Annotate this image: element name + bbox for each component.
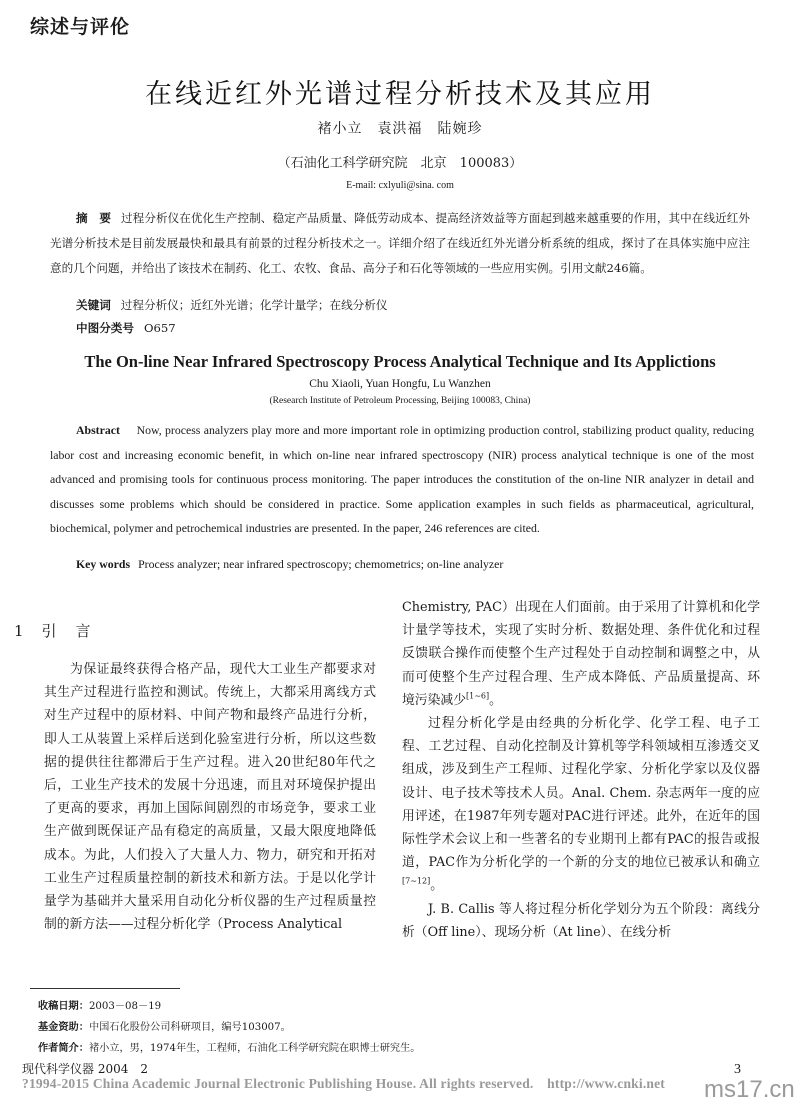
citation-ref: [1~6] [465, 691, 490, 701]
abstract-cn [50, 206, 750, 281]
authors-cn: 褚小立 袁洪福 陆婉珍 [317, 121, 483, 137]
keywords-cn-text: 过程分析仪；近红外光谱；化学计量学；在线分析仪 [120, 298, 388, 312]
footnote-divider [30, 988, 180, 989]
author-email[interactable]: E-mail: cxlyuli@sina. com [346, 180, 454, 191]
keywords-en-text: Process analyzer; near infrared spectroscopy; chemometrics; on-line analyzer [138, 557, 504, 571]
paper-title-en: The On-line Near Infrared Spectroscopy Process Analytical Technique and Its Applictions [84, 352, 716, 371]
classification-cn-text: O657 [143, 321, 176, 335]
abstract-cn-text: 过程分析仪在优化生产控制、稳定产品质量、降低劳动成本、提高经济效益等方面起到越来越重要的作用，其中在线近红外光谱分析技术是目前发展最快和最具有前景的过程分析技术之一。详细介绍了在线近红外光谱分析系统的组成，探讨了在具体实施中应注意的几个问题，并给出了该技术在制药、化工、农牧、食品、高分子和石化等领域的一些应用实例。引用文献246篇。 [50, 211, 750, 275]
abstract-en [50, 418, 754, 541]
citation-ref: [7~12] [402, 877, 431, 887]
body-column-left [44, 658, 376, 936]
paragraph-text: Chemistry, PAC）出现在人们面前。由于采用了计算机和化学计量学等技术，实现了实时分析、数据处理、条件优化和过程反馈联合操作而使整个生产过程处于自动控制和调整之中，从而可使整个生产过程合理、生产成本降低、产品质量提高、环境污染减少 [402, 600, 760, 708]
body-paragraph: J. B. Callis 等人将过程分析化学划分为五个阶段：离线分析（Off line）、现场分析（At line）、在线分析 [402, 901, 760, 940]
paper-title-cn: 在线近红外光谱过程分析技术及其应用 [145, 79, 655, 110]
abstract-cn-label: 摘 要 [76, 211, 112, 225]
section-title: 引 言 [41, 622, 93, 640]
section-tag: 综述与评伦 [30, 16, 131, 38]
authors-en: Chu Xiaoli, Yuan Hongfu, Lu Wanzhen [309, 378, 491, 390]
abstract-en-label: Abstract [76, 423, 120, 437]
classification-cn [76, 320, 176, 336]
footnote-received: 收稿日期：2003－08－19 [38, 1000, 162, 1012]
watermark: ms17.cn [704, 1076, 795, 1103]
body-paragraph [402, 596, 760, 712]
journal-footer: 现代科学仪器 2004 2 [22, 1062, 148, 1076]
footnote-fund: 基金资助：中国石化股份公司科研项目，编号103007。 [38, 1021, 291, 1033]
keywords-cn-label: 关键词 [76, 298, 111, 312]
copyright-line: ?1994-2015 China Academic Journal Electronic Publishing House. All rights reserved. http://www.cnki.net [22, 1076, 665, 1091]
footnotes [38, 996, 421, 1059]
footnote-author: 作者简介：褚小立，男，1974年生，工程师，石油化工科学研究院在职博士研究生。 [38, 1042, 421, 1054]
affiliation-cn: （石油化工科学研究院 北京 100083） [277, 156, 523, 171]
body-paragraph: 为保证最终获得合格产品，现代大工业生产都要求对其生产过程进行监控和测试。传统上，大都采用离线方式对生产过程中的原材料、中间产物和最终产品进行分析，即人工从装置上采样后送到化验室进行分析，所以这些数据的提供往往都滞后于生产过程。进入20世纪80年代之后，工业生产技术的发展十分迅速，而且对环境保护提出了更高的要求，再加上国际间剧烈的市场竞争，要求工业生产做到既保证产品有稳定的高质量，又最大限度地降低成本。为此，人们投入了大量人力、物力，研究和开拓对工业生产过程质量控制的新技术和新方法。于是以化学计量学为基础并大量采用自动化分析仪器的生产过程质量控制的新方法——过程分析化学（Process Analytical [44, 662, 376, 933]
page-number: 3 [734, 1062, 741, 1077]
section-heading [14, 620, 109, 641]
paragraph-text: 过程分析化学是由经典的分析化学、化学工程、电子工程、工艺过程、自动化控制及计算机等学科领域相互渗透交叉组成，涉及到生产工程师、过程化学家、分析化学家以及仪器设计、电子技术等技术人员。Anal. Chem. 杂志两年一度的应用评述，在1987年列专题对PAC进行评述。此外，在近年的国际性学术会议上和一些著名的专业期刊上都有PAC的报告或报道，PAC作为分析化学的一个新的分支的地位已被承认和确立 [402, 716, 760, 871]
section-number: 1 [14, 622, 26, 640]
classification-cn-label: 中图分类号 [76, 321, 134, 335]
keywords-en-label: Key words [76, 557, 131, 571]
body-paragraph [402, 712, 760, 898]
paragraph-end: 。 [430, 878, 444, 894]
affiliation-en: (Research Institute of Petroleum Processing, Beijing 100083, China) [269, 396, 531, 406]
keywords-en [76, 557, 503, 572]
abstract-en-text: Now, process analyzers play more and more important role in optimizing production control, stabilizing product quality, reducing labor cost and increasing economic benefit, in which on-line near infrared spectroscopy (NIR) process analytical technique is one of the most advanced and promising tools for continuous process monitoring. The paper introduces the constitution of the on-line NIR analyzer in detail and discusses some problems which should be considered in practice. Some application examples in such fields as pharmaceutical, agricultural, biochemical, polymer and petrochemical industries are presented. In the paper, 246 references are cited. [50, 423, 754, 535]
paragraph-end: 。 [489, 692, 502, 708]
keywords-cn [76, 297, 387, 313]
body-column-right [402, 596, 760, 944]
